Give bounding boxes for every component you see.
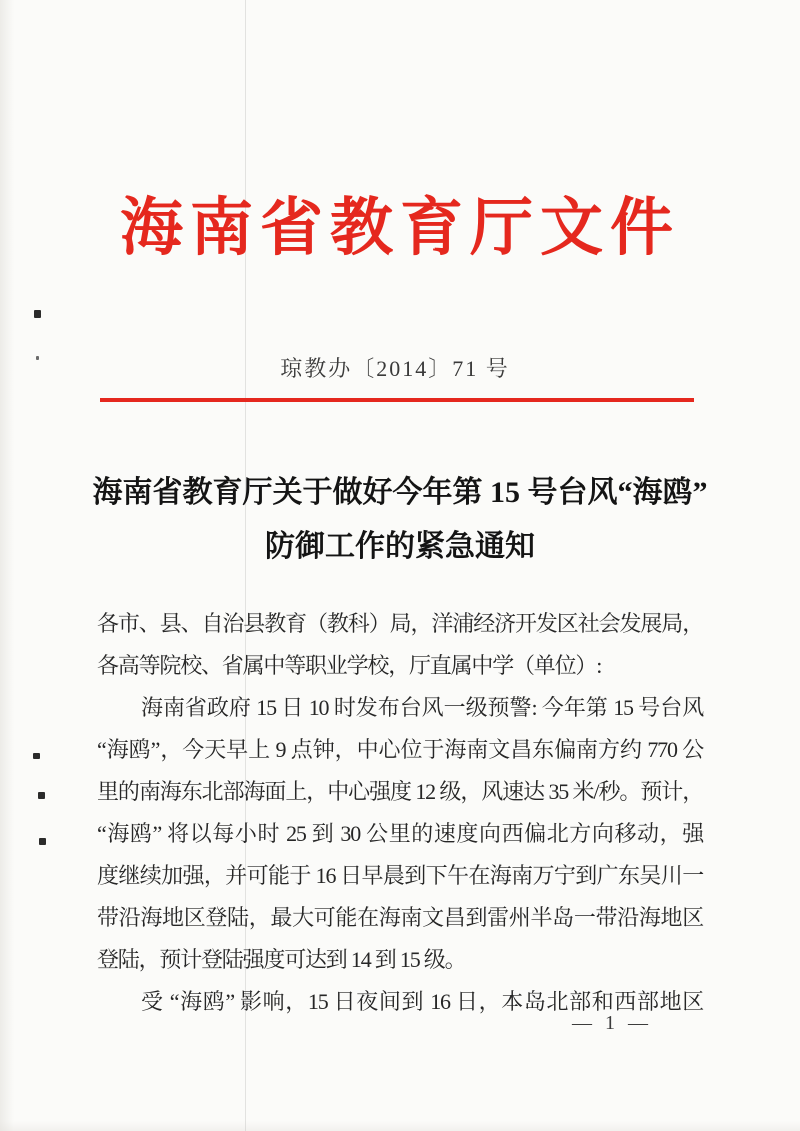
body-line: 受 “海鸥” 影响，15 日夜间到 16 日，本岛北部和西部地区 <box>141 989 703 1014</box>
body-line: “海鸥” 将以每小时 25 到 30 公里的速度向西偏北方向移动，强 <box>97 821 703 846</box>
document-body <box>97 603 703 1023</box>
scan-artifact-speck <box>34 310 41 318</box>
red-letterhead-title: 海南省教育厅文件 <box>120 193 680 263</box>
body-line: 各市、县、自治县教育（教科）局，洋浦经济开发区社会发展局， <box>97 611 703 636</box>
page-number: — 1 — <box>572 1012 652 1034</box>
body-line: 各高等院校、省属中等职业学校，厅直属中学（单位）: <box>97 653 602 678</box>
document-title-line1: 海南省教育厅关于做好今年第 15 号台风“海鸥” <box>92 476 708 509</box>
red-divider-rule <box>100 398 694 402</box>
document-title <box>60 466 740 574</box>
body-line: 登陆，预计登陆强度可达到 14 到 15 级。 <box>97 947 466 972</box>
document-title-line2: 防御工作的紧急通知 <box>265 530 535 563</box>
scan-artifact-speck <box>39 838 46 845</box>
document-reference-number: 琼教办〔2014〕71 号 <box>280 356 510 381</box>
body-line: “海鸥”，今天早上 9 点钟，中心位于海南文昌东偏南方约 770 公 <box>97 737 703 762</box>
body-line: 里的南海东北部海面上，中心强度 12 级，风速达 35 米/秒。预计， <box>97 779 703 804</box>
scan-artifact-speck <box>38 792 45 799</box>
body-line: 度继续加强，并可能于 16 日早晨到下午在海南万宁到广东吴川一 <box>97 863 703 888</box>
body-line: 带沿海地区登陆，最大可能在海南文昌到雷州半岛一带沿海地区 <box>97 905 703 930</box>
body-line: 海南省政府 15 日 10 时发布台风一级预警: 今年第 15 号台风 <box>141 695 703 720</box>
scan-artifact-speck <box>33 753 40 759</box>
